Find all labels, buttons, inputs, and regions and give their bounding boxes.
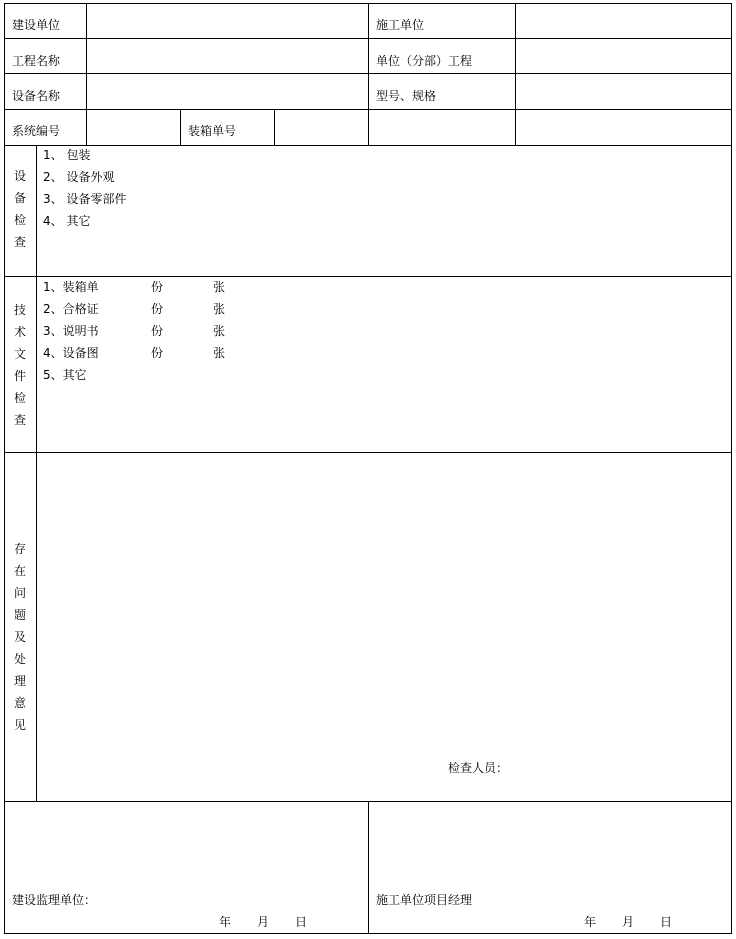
tech-doc-name: 1、装箱单 [43,280,99,294]
equipment-check-item: 4、 其它 [43,214,91,228]
rule-col-a [86,3,87,145]
label-model-spec: 型号、规格 [376,89,437,103]
date-month: 月 [257,915,270,929]
tech-doc-name: 4、设备图 [43,346,99,360]
equipment-inspection-form [4,3,732,934]
tech-doc-copies: 份 [151,346,164,360]
label-builder-unit: 施工单位 [376,18,425,32]
tech-doc-sheets: 张 [213,324,226,338]
label-builder-pm: 施工单位项目经理 [376,893,473,907]
rule-bottom [4,933,732,934]
rule-col-d [515,3,516,145]
label-system-number: 系统编号 [12,124,61,138]
tech-doc-copies: 份 [151,324,164,338]
section-label-issues: 存在问题及处理意见 [13,542,26,732]
equipment-check-item: 1、 包装 [43,148,91,162]
tech-doc-copies: 份 [151,280,164,294]
rule-col-b2 [274,109,275,145]
rule-row4 [4,145,732,146]
label-inspector: 检查人员： [448,761,509,775]
date-year: 年 [219,915,232,929]
rule-section2 [4,452,732,453]
tech-doc-sheets: 张 [213,346,226,360]
rule-left [4,3,5,934]
section-label-equipment-check: 设备检查 [13,169,26,249]
label-project-name: 工程名称 [12,54,61,68]
rule-col-b1 [180,109,181,145]
date-year: 年 [584,915,597,929]
tech-doc-sheets: 张 [213,280,226,294]
equipment-check-item: 3、 设备零部件 [43,192,127,206]
label-sub-project: 单位（分部）工程 [376,54,473,68]
equipment-check-item: 2、 设备外观 [43,170,115,184]
tech-doc-name: 2、合格证 [43,302,99,316]
date-month: 月 [622,915,635,929]
tech-doc-name: 3、说明书 [43,324,99,338]
date-day: 日 [295,915,308,929]
tech-doc-name: 5、其它 [43,368,87,382]
rule-label-col [36,145,37,801]
section-label-tech-docs: 技术文件检查 [13,303,26,427]
rule-sign-split [368,801,369,933]
tech-doc-sheets: 张 [213,302,226,316]
rule-col-c [368,3,369,145]
label-equipment-name: 设备名称 [12,89,61,103]
rule-section1 [4,276,732,277]
label-construction-unit: 建设单位 [12,18,61,32]
date-day: 日 [660,915,673,929]
label-supervision-unit: 建设监理单位： [12,893,97,907]
label-packing-list-no: 装箱单号 [188,124,237,138]
rule-right [731,3,732,934]
tech-doc-copies: 份 [151,302,164,316]
